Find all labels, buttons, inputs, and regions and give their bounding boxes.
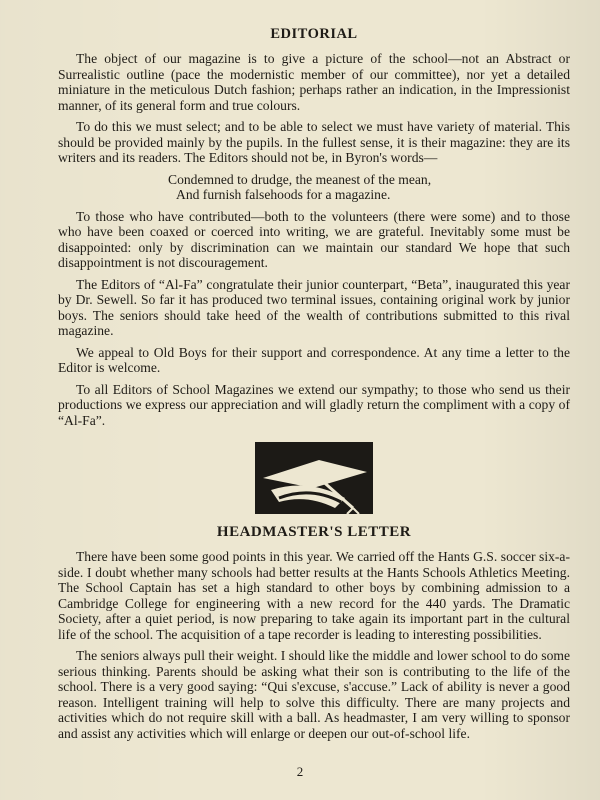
editorial-paragraph-1 xyxy=(58,51,570,113)
page-number: 2 xyxy=(296,764,304,779)
byron-quotation xyxy=(58,172,570,203)
verse-line-1: Condemned to drudge, the meanest of the mean, xyxy=(168,171,432,187)
editorial-paragraph-5 xyxy=(58,345,570,376)
editorial-p6-text: To all Editors of School Magazines we extend our sympathy; to those who send us their productions we express our appreciation and will gladly return the compliment with a copy of “Al-Fa”. xyxy=(58,381,570,428)
editorial-heading: EDITORIAL xyxy=(270,26,358,42)
editorial-p5-text: We appeal to Old Boys for their support and correspondence. At any time a letter to the Editor is welcome. xyxy=(58,344,570,375)
headmaster-p2-text: The seniors always pull their weight. I should like the middle and lower school to do some serious thinking. Parents should be asking what their son is contributing to the life of the school. There is a very good saying: “Qui s'excuse, s'accuse.” Lack of ability is never a good reason. Intelligent training will help to solve this difficulty. There are many projects and activities which do not require skill with a ball. As headmaster, I am very willing to sponsor and assist any activities which will enlarge or deepen our out-of-school life. xyxy=(58,648,570,741)
editorial-paragraph-3 xyxy=(58,209,570,271)
editorial-p3-text: To those who have contributed—both to the volunteers (there were some) and to those who have been coaxed or coerced into writing, we are grateful. Inevitably some must be disappointed: only by discrimination can we maintain our standard We hope that such disappointment is not discouragement. xyxy=(58,208,570,270)
headmaster-heading: HEADMASTER'S LETTER xyxy=(216,524,412,540)
editorial-p1-text: The object of our magazine is to give a picture of the school—not an Abstract or Surrealistic outline (pace the modernistic member of our committee), nor yet a detailed miniature in the meticulous Dutch fashion; perhaps rather an indication, in the Impressionist manner, of its general form and true colours. xyxy=(58,51,570,113)
headmaster-paragraph-1 xyxy=(58,549,570,642)
headmaster-paragraph-2 xyxy=(58,648,570,741)
editorial-p4-text: The Editors of “Al-Fa” congratulate their junior counterpart, “Beta”, inaugurated this year by Dr. Sewell. So far it has produced two terminal issues, containing original work by junior boys. The seniors should take heed of the wealth of contributions submitted to this rival magazine. xyxy=(58,276,570,338)
editorial-paragraph-2 xyxy=(58,119,570,166)
editorial-p2-text: To do this we must select; and to be able to select we must have variety of material. This should be provided mainly by the pupils. In the fullest sense, it is their magazine: they are its writers and its readers. The Editors should not be, in Byron's words— xyxy=(58,119,570,165)
verse-line-2: And furnish falsehoods for a magazine. xyxy=(176,187,391,202)
editorial-paragraph-4 xyxy=(58,277,570,339)
headmaster-p1-text: There have been some good points in this year. We carried off the Hants G.S. soccer six-a-side. I doubt whether many schools had better results at the Hants Schools Athletics Meeting. The School Captain has set a high standard to other boys by combining admission to a Cambridge College for engineering with a new record for the 440 yards. The Dramatic Society, after a quiet period, is now preparing to take again its important part in the cultural life of the school. The acquisition of a tape recorder is leading to interesting possibilities. xyxy=(58,549,570,642)
editorial-paragraph-6 xyxy=(58,382,570,429)
mortarboard-emblem-icon xyxy=(249,438,379,518)
